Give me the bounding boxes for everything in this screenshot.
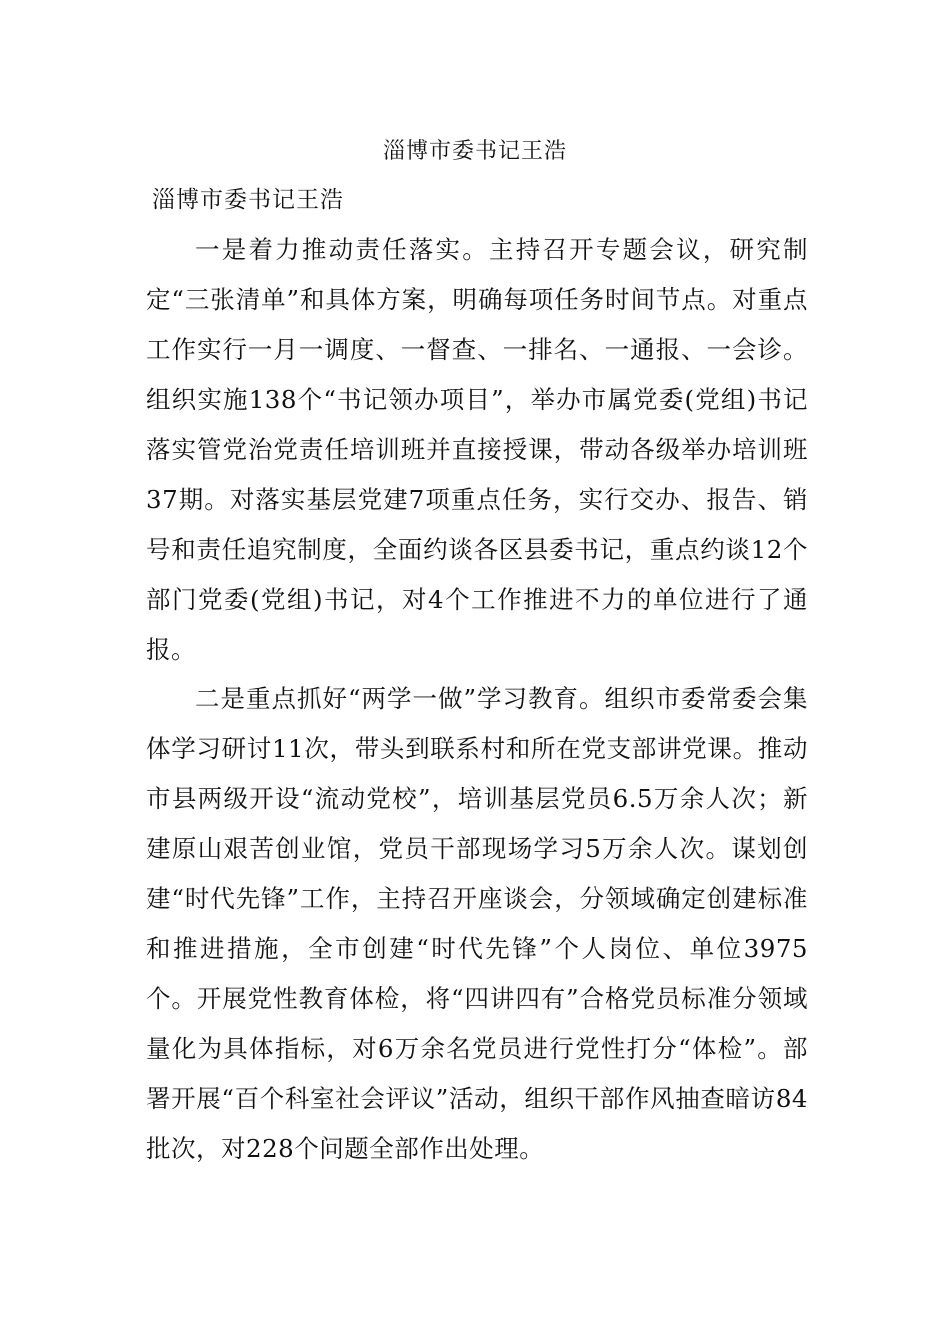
document-subtitle: 淄博市委书记王浩 <box>152 187 344 213</box>
paragraph-study-education: 二是重点抓好“两学一做”学习教育。组织市委常委会集体学习研讨11次，带头到联系村和所在党支部讲党课。推动市县两级开设“流动党校”，培训基层党员6.5万余人次；新建原山艰苦创业馆，党员干部现场学习5万余人次。谋划创建“时代先锋”工作，主持召开座谈会，分领域确定创建标准和推进措施，全市创建“时代先锋”个人岗位、单位3975个。开展党性教育体检，将“四讲四有”合格党员标准分领域量化为具体指标，对6万余名党员进行党性打分“体检”。部署开展“百个科室社会评议”活动，组织干部作风抽查暗访84批次，对228个问题全部作出处理。 <box>146 684 808 1163</box>
paragraph-responsibility: 一是着力推动责任落实。主持召开专题会议，研究制定“三张清单”和具体方案，明确每项任务时间节点。对重点工作实行一月一调度、一督查、一排名、一通报、一会诊。组织实施138个“书记领办项目”，举办市属党委(党组)书记落实管党治党责任培训班并直接授课，带动各级举办培训班37期。对落实基层党建7项重点任务，实行交办、报告、销号和责任追究制度，全面约谈各区县委书记，重点约谈12个部门党委(党组)书记，对4个工作推进不力的单位进行了通报。 <box>146 235 808 664</box>
document-title: 淄博市委书记王浩 <box>382 139 567 164</box>
